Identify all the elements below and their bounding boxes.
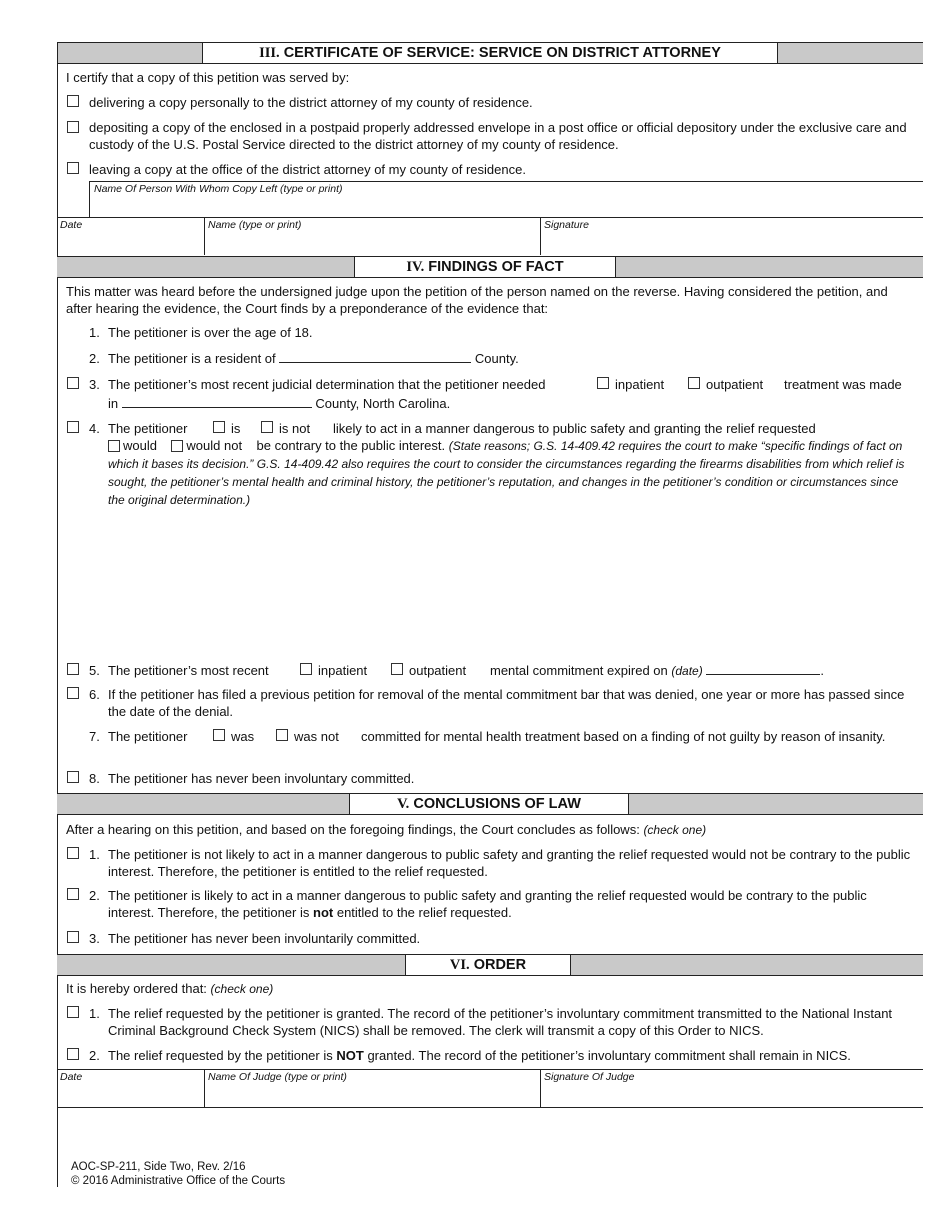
conclusion-1: The petitioner is not likely to act in a manner dangerous to public safety and granting the relief requested would not be contrary to the public interest. Therefore, the petitioner is entitled to the relief requested. bbox=[108, 847, 911, 879]
finding-8-checkbox[interactable] bbox=[67, 771, 79, 783]
conclusion-1-checkbox[interactable] bbox=[67, 847, 79, 859]
form-id: AOC-SP-211, Side Two, Rev. 2/16 bbox=[71, 1161, 246, 1173]
finding-4-isnot-label: is not bbox=[279, 421, 311, 436]
conclusion-3-checkbox[interactable] bbox=[67, 931, 79, 943]
finding-3-inpatient-label: inpatient bbox=[615, 377, 665, 392]
finding-4-is-checkbox[interactable] bbox=[213, 421, 225, 433]
conclusion-3: The petitioner has never been involuntarily committed. bbox=[108, 931, 421, 946]
order-1-checkbox[interactable] bbox=[67, 1006, 79, 1018]
service-signature-label: Signature bbox=[544, 219, 589, 231]
findings-intro: This matter was heard before the undersigned judge upon the petition of the person named on the reverse. Having considered the petition, and after hearing the evidence, the Court finds by a preponderance of the evidence that: bbox=[66, 284, 888, 316]
order-2: The relief requested by the petitioner is NOT granted. The record of the petitioner’s involuntary commitment shall remain in NICS. bbox=[108, 1048, 851, 1063]
judge-name-field[interactable] bbox=[205, 1084, 539, 1106]
conclusion-2: The petitioner is likely to act in a manner dangerous to public safety and granting the relief requested would be contrary to the public interest. Therefore, the petitioner is not entitled to the relief requested. bbox=[108, 888, 867, 920]
finding-7-was-label: was bbox=[231, 729, 255, 744]
finding-3-line2: in County, North Carolina. bbox=[108, 396, 451, 411]
conclusions-intro: After a hearing on this petition, and based on the foregoing findings, the Court concludes as follows: (check one) bbox=[66, 822, 707, 837]
finding-4-wouldnot-checkbox[interactable] bbox=[171, 440, 183, 452]
form-left-border bbox=[57, 42, 58, 1187]
finding-4-would-checkbox[interactable] bbox=[108, 440, 120, 452]
judge-name-label: Name Of Judge (type or print) bbox=[208, 1071, 347, 1083]
finding-3-outpatient-label: outpatient bbox=[706, 377, 764, 392]
residence-county-field[interactable] bbox=[279, 350, 471, 363]
finding-8: The petitioner has never been involuntary committed. bbox=[108, 771, 415, 786]
form-footer bbox=[71, 1160, 285, 1188]
finding-4-continuation: would would not be contrary to the public interest. (State reasons; G.S. 14-409.42 requires the court to make “specific findings of fact on which it bases its decision.” G.S. 14-409.42 also requires the court to consider the circumstances regarding the firearms disabilities from which relief is sought, the petitioner’s mental health and criminal history, the petitioner’s reputation, and changes in the petitioner’s condition or circumstances since the original determination.) bbox=[108, 438, 905, 507]
finding-4-label: The petitioner bbox=[108, 421, 188, 436]
finding-5-expired: mental commitment expired on (date) . bbox=[490, 663, 824, 678]
finding-7-text: committed for mental health treatment based on a finding of not guilty by reason of insanity. bbox=[361, 729, 886, 744]
section-iii-title: III. CERTIFICATE OF SERVICE: SERVICE ON DISTRICT ATTORNEY bbox=[202, 42, 778, 64]
section-iv-header bbox=[57, 256, 923, 278]
finding-5-outpatient-checkbox[interactable] bbox=[391, 663, 403, 675]
finding-7-label: The petitioner bbox=[108, 729, 188, 744]
service-personal-checkbox[interactable] bbox=[67, 95, 79, 107]
order-date-field[interactable] bbox=[58, 1084, 203, 1106]
finding-3-inpatient-checkbox[interactable] bbox=[597, 377, 609, 389]
finding-3-outpatient-checkbox[interactable] bbox=[688, 377, 700, 389]
finding-4-is-label: is bbox=[231, 421, 241, 436]
finding-5-checkbox[interactable] bbox=[67, 663, 79, 675]
order-date-label: Date bbox=[60, 1071, 83, 1083]
finding-5-outpatient-label: outpatient bbox=[409, 663, 467, 678]
service-name-label: Name (type or print) bbox=[208, 219, 302, 231]
finding-5-label: The petitioner’s most recent bbox=[108, 663, 269, 678]
finding-6-checkbox[interactable] bbox=[67, 687, 79, 699]
finding-4-text: likely to act in a manner dangerous to public safety and granting the relief requested bbox=[333, 421, 816, 436]
section-vi-title: VI. ORDER bbox=[405, 954, 571, 976]
service-personal-label: delivering a copy personally to the district attorney of my county of residence. bbox=[89, 95, 533, 110]
copy-left-name-field[interactable] bbox=[90, 195, 922, 217]
service-name-field[interactable] bbox=[205, 232, 539, 254]
section-v-header bbox=[57, 793, 923, 815]
finding-3-line1: The petitioner’s most recent judicial determination that the petitioner needed bbox=[108, 377, 546, 392]
service-office-checkbox[interactable] bbox=[67, 162, 79, 174]
determination-county-field[interactable] bbox=[122, 395, 312, 408]
service-signature-field[interactable] bbox=[541, 232, 922, 254]
judge-signature-label: Signature Of Judge bbox=[544, 1071, 635, 1083]
finding-1: The petitioner is over the age of 18. bbox=[108, 325, 313, 340]
service-office-label: leaving a copy at the office of the district attorney of my county of residence. bbox=[89, 162, 526, 177]
section-vi-header bbox=[57, 954, 923, 976]
service-intro: I certify that a copy of this petition was served by: bbox=[66, 70, 350, 85]
finding-5-inpatient-label: inpatient bbox=[318, 663, 368, 678]
order-1: The relief requested by the petitioner is granted. The record of the petitioner’s involuntary commitment transmitted to the National Instant Criminal Background Check System (NICS) shall be removed. The clerk will transmit a copy of this Order to NICS. bbox=[108, 1006, 893, 1038]
conclusion-2-checkbox[interactable] bbox=[67, 888, 79, 900]
judge-signature-field[interactable] bbox=[541, 1084, 922, 1106]
copy-left-name-field-label: Name Of Person With Whom Copy Left (type or print) bbox=[94, 183, 343, 195]
order-2-checkbox[interactable] bbox=[67, 1048, 79, 1060]
finding-7-wasnot-label: was not bbox=[294, 729, 339, 744]
section-iv-title: IV. FINDINGS OF FACT bbox=[354, 256, 616, 278]
service-date-field[interactable] bbox=[58, 232, 203, 254]
finding-5-inpatient-checkbox[interactable] bbox=[300, 663, 312, 675]
finding-3-made-label: treatment was made bbox=[784, 377, 902, 392]
finding-4-isnot-checkbox[interactable] bbox=[261, 421, 273, 433]
commitment-expired-date-field[interactable] bbox=[706, 662, 820, 675]
copyright: © 2016 Administrative Office of the Courts bbox=[71, 1175, 286, 1187]
finding-3-checkbox[interactable] bbox=[67, 377, 79, 389]
order-intro: It is hereby ordered that: (check one) bbox=[66, 981, 274, 996]
section-v-title: V. CONCLUSIONS OF LAW bbox=[349, 793, 629, 815]
section-iii-header bbox=[57, 42, 923, 64]
service-date-label: Date bbox=[60, 219, 83, 231]
finding-4-reasons-area[interactable] bbox=[108, 510, 918, 655]
finding-2: The petitioner is a resident of County. bbox=[108, 351, 519, 366]
service-mail-label: depositing a copy of the enclosed in a postpaid properly addressed envelope in a post office or official depository under the exclusive care and custody of the U.S. Postal Service directed to the district attorney of my county of residence. bbox=[89, 120, 907, 152]
finding-6: If the petitioner has filed a previous petition for removal of the mental commitment bar that was denied, one year or more has passed since the date of the denial. bbox=[108, 687, 905, 719]
service-mail-checkbox[interactable] bbox=[67, 121, 79, 133]
finding-4-checkbox[interactable] bbox=[67, 421, 79, 433]
